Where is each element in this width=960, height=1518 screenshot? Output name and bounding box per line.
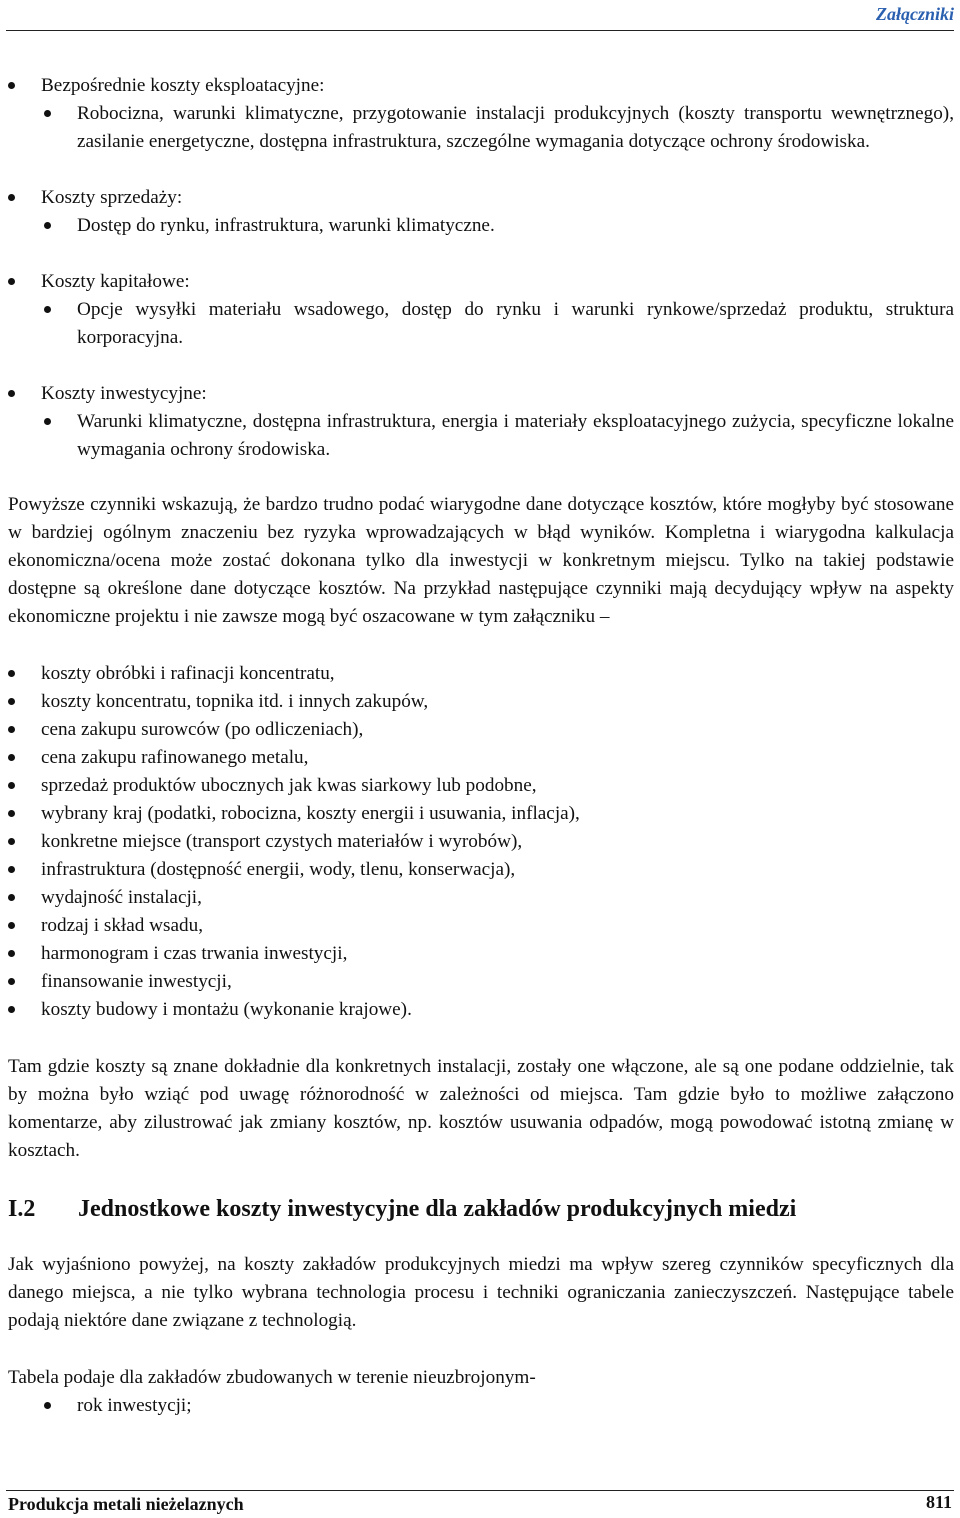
list-item <box>8 408 954 464</box>
list-item-text: infrastruktura (dostępność energii, wody, tlenu, konserwacja), <box>41 859 516 880</box>
body-paragraph: Tam gdzie koszty są znane dokładnie dla konkretnych instalacji, zostały one włączone, ale są one podane oddzielnie, tak by można było wziąć pod uwagę różnorodność w zależności od miejsca. Tam gdzie było to możliwe załączono komentarze, aby zilustrować jak zmiany kosztów, np. kosztów usuwania odpadów, mogą powodować istotną zmianę w kosztach. <box>8 1056 954 1161</box>
bullet-icon <box>8 782 15 789</box>
list-item <box>8 884 954 912</box>
list-item <box>8 268 954 296</box>
list-item <box>8 212 954 240</box>
bullet-icon <box>44 418 51 425</box>
bullet-icon <box>8 698 15 705</box>
running-header-title: Załączniki <box>875 4 954 24</box>
list-item-text: koszty obróbki i rafinacji koncentratu, <box>41 663 335 684</box>
list-item <box>8 1392 954 1420</box>
section-title: Jednostkowe koszty inwestycyjne dla zakładów produkcyjnych miedzi <box>78 1196 797 1222</box>
bullet-icon <box>8 978 15 985</box>
list-item <box>8 72 954 100</box>
list-item <box>8 940 954 968</box>
factor-list <box>8 660 954 1024</box>
bullet-icon <box>8 194 15 201</box>
list-item-text: Robocizna, warunki klimatyczne, przygotowanie instalacji produkcyjnych (koszty transportu wewnętrznego), zasilanie energetyczne, dostępna infrastruktura, szczególne wymagania dotyczące ochrony środowiska. <box>77 103 954 152</box>
bullet-icon <box>8 754 15 761</box>
list-item <box>8 800 954 828</box>
bullet-icon <box>8 390 15 397</box>
list-item <box>8 828 954 856</box>
list-item-text: wybrany kraj (podatki, robocizna, koszty energii i usuwania, inflacja), <box>41 803 580 824</box>
list-item-text: rok inwestycji; <box>77 1395 192 1416</box>
bullet-icon <box>44 1402 51 1409</box>
bullet-icon <box>8 1006 15 1013</box>
list-item-text: cena zakupu rafinowanego metalu, <box>41 747 309 768</box>
page-number: 811 <box>925 1492 952 1512</box>
list-item <box>8 856 954 884</box>
bullet-icon <box>44 306 51 313</box>
list-item-text: Koszty sprzedaży: <box>41 187 183 208</box>
body-paragraph: Jak wyjaśniono powyżej, na koszty zakładów produkcyjnych miedzi ma wpływ szereg czynników specyficznych dla danego miejsca, a nie tylko wybrana technologia procesu i techniki ograniczania zanieczyszczeń. Następujące tabele podają niektóre dane związane z technologią. <box>8 1254 954 1331</box>
list-item-text: Bezpośrednie koszty eksploatacyjne: <box>41 75 325 96</box>
bullet-icon <box>8 82 15 89</box>
list-item <box>8 184 954 212</box>
header-rule <box>6 30 954 31</box>
bullet-icon <box>8 894 15 901</box>
list-item <box>8 380 954 408</box>
footer-rule <box>6 1490 954 1491</box>
bullet-icon <box>8 838 15 845</box>
page-content <box>8 72 954 1420</box>
list-item <box>8 996 954 1024</box>
list-item <box>8 744 954 772</box>
list-item-text: Opcje wysyłki materiału wsadowego, dostęp do rynku i warunki rynkowe/sprzedaż produktu, struktura korporacyjna. <box>77 299 954 348</box>
section-number: I.2 <box>8 1196 36 1222</box>
list-item <box>8 660 954 688</box>
bullet-icon <box>8 866 15 873</box>
list-item-text: rodzaj i skład wsadu, <box>41 915 203 936</box>
list-item-text: cena zakupu surowców (po odliczeniach), <box>41 719 364 740</box>
bullet-icon <box>8 950 15 957</box>
bullet-icon <box>8 922 15 929</box>
list-item <box>8 296 954 352</box>
list-item <box>8 912 954 940</box>
bullet-icon <box>8 670 15 677</box>
bullet-icon <box>8 810 15 817</box>
section-heading <box>8 1194 954 1224</box>
bullet-icon <box>44 110 51 117</box>
list-item-text: wydajność instalacji, <box>41 887 202 908</box>
list-item <box>8 688 954 716</box>
list-item-text: Dostęp do rynku, infrastruktura, warunki klimatyczne. <box>77 215 495 236</box>
list-item-text: koszty koncentratu, topnika itd. i innych zakupów, <box>41 691 429 712</box>
list-item <box>8 716 954 744</box>
list-item <box>8 968 954 996</box>
bullet-icon <box>8 278 15 285</box>
list-item-text: Koszty inwestycyjne: <box>41 383 207 404</box>
body-paragraph: Tabela podaje dla zakładów zbudowanych w terenie nieuzbrojonym- <box>8 1367 536 1388</box>
list-item-text: finansowanie inwestycji, <box>41 971 232 992</box>
bullet-icon <box>44 222 51 229</box>
list-item <box>8 100 954 156</box>
bullet-icon <box>8 726 15 733</box>
footer-title: Produkcja metali nieżelaznych <box>8 1494 244 1514</box>
list-item-text: sprzedaż produktów ubocznych jak kwas siarkowy lub podobne, <box>41 775 537 796</box>
list-item-text: Warunki klimatyczne, dostępna infrastruktura, energia i materiały eksploatacyjnego zużycia, specyficzne lokalne wymagania ochrony środowiska. <box>77 411 954 460</box>
list-item-text: harmonogram i czas trwania inwestycji, <box>41 943 348 964</box>
list-item-text: Koszty kapitałowe: <box>41 271 190 292</box>
body-paragraph: Powyższe czynniki wskazują, że bardzo trudno podać wiarygodne dane dotyczące kosztów, które mogłyby być stosowane w bardziej ogólnym znaczeniu bez ryzyka wprowadzających w błąd wyników. Kompletna i wiarygodna kalkulacja ekonomiczna/ocena może zostać dokonana tylko dla inwestycji w konkretnym miejscu. Tylko na takiej podstawie dostępne są określone dane dotyczące kosztów. Na przykład następujące czynniki mają decydujący wpływ na aspekty ekonomiczne projektu i nie zawsze mogą być oszacowane w tym załączniku – <box>8 494 954 627</box>
list-item <box>8 772 954 800</box>
list-item-text: konkretne miejsce (transport czystych materiałów i wyrobów), <box>41 831 523 852</box>
list-item-text: koszty budowy i montażu (wykonanie krajowe). <box>41 999 412 1020</box>
